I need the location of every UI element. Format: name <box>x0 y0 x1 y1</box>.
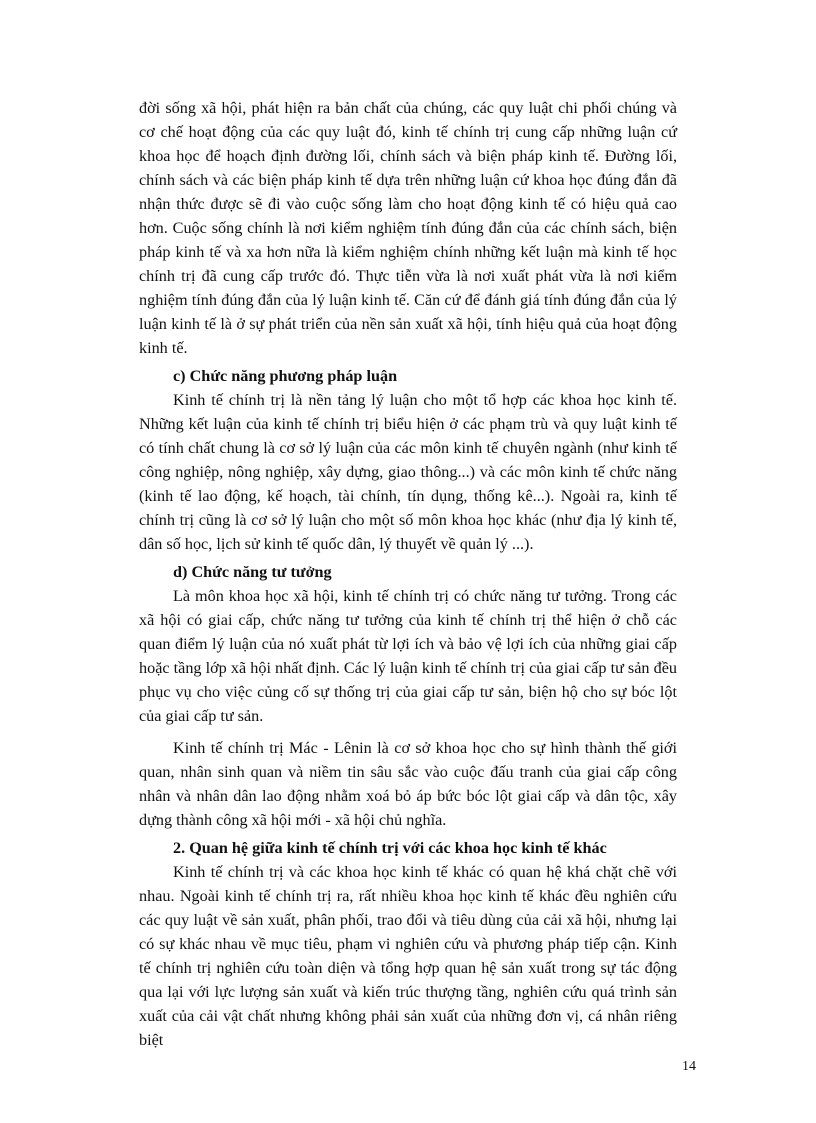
heading-methodology-function: c) Chức năng phương pháp luận <box>173 367 398 385</box>
page-number: 14 <box>682 1059 696 1074</box>
paragraph-continuation: đời sống xã hội, phát hiện ra bản chất của chúng, các quy luật chi phối chúng và cơ chế hoạt động của các quy luật đó, kinh tế chính trị cung cấp những luận cứ khoa học để hoạch định đường lối, chính sách và biện pháp kinh tế. Đường lối, chính sách và các biện pháp kinh tế dựa trên những luận cứ khoa học đúng đắn đã nhận thức được sẽ đi vào cuộc sống làm cho hoạt động kinh tế có hiệu quả cao hơn. Cuộc sống chính là nơi kiểm nghiệm tính đúng đắn của các chính sách, biện pháp kinh tế và xa hơn nữa là kiểm nghiệm chính những kết luận mà kinh tế học chính trị đã cung cấp trước đó. Thực tiễn vừa là nơi xuất phát vừa là nơi kiểm nghiệm tính đúng đắn của lý luận kinh tế. Căn cứ để đánh giá tính đúng đắn của lý luận kinh tế là ở sự phát triển của nền sản xuất xã hội, tính hiệu quả của hoạt động kinh tế. <box>139 99 677 357</box>
paragraph-relationship: Kinh tế chính trị và các khoa học kinh tế khác có quan hệ khá chặt chẽ với nhau. Ngoài kinh tế chính trị ra, rất nhiều khoa học kinh tế khác đều nghiên cứu các quy luật về sản xuất, phân phối, trao đổi và tiêu dùng của cải xã hội, nhưng lại có sự khác nhau về mục tiêu, phạm vi nghiên cứu và phương pháp tiếp cận. Kinh tế chính trị nghiên cứu toàn diện và tổng hợp quan hệ sản xuất trong sự tác động qua lại với lực lượng sản xuất và kiến trúc thượng tầng, nghiên cứu quá trình sản xuất của cải vật chất nhưng không phải sản xuất của những đơn vị, cá nhân riêng biệt <box>139 863 677 1049</box>
paragraph-methodology: Kinh tế chính trị là nền tảng lý luận cho một tổ hợp các khoa học kinh tế. Những kết luận của kinh tế chính trị biểu hiện ở các phạm trù và quy luật kinh tế có tính chất chung là cơ sở lý luận của các môn kinh tế chuyên ngành (như kinh tế công nghiệp, nông nghiệp, xây dựng, giao thông...) và các môn kinh tế chức năng (kinh tế lao động, kế hoạch, tài chính, tín dụng, thống kê...). Ngoài ra, kinh tế chính trị cũng là cơ sở lý luận cho một số môn khoa học khác (như địa lý kinh tế, dân số học, lịch sử kinh tế quốc dân, lý thuyết về quản lý ...). <box>139 391 677 553</box>
paragraph-ideology: Là môn khoa học xã hội, kinh tế chính trị có chức năng tư tưởng. Trong các xã hội có giai cấp, chức năng tư tưởng của kinh tế chính trị thể hiện ở chỗ các quan điểm lý luận của nó xuất phát từ lợi ích và bảo vệ lợi ích của những giai cấp hoặc tầng lớp xã hội nhất định. Các lý luận kinh tế chính trị của giai cấp tư sản đều phục vụ cho việc củng cố sự thống trị của giai cấp tư sản, biện hộ cho sự bóc lột của giai cấp tư sản. <box>139 587 677 725</box>
document-page <box>139 96 677 1052</box>
heading-section-2: 2. Quan hệ giữa kinh tế chính trị với các khoa học kinh tế khác <box>173 839 607 857</box>
heading-ideology-function: d) Chức năng tư tưởng <box>173 563 332 581</box>
paragraph-marxist-economics: Kinh tế chính trị Mác - Lênin là cơ sở khoa học cho sự hình thành thế giới quan, nhân sinh quan và niềm tin sâu sắc vào cuộc đấu tranh của giai cấp công nhân và nhân dân lao động nhằm xoá bỏ áp bức bóc lột giai cấp và dân tộc, xây dựng thành công xã hội mới - xã hội chủ nghĩa. <box>139 739 677 829</box>
